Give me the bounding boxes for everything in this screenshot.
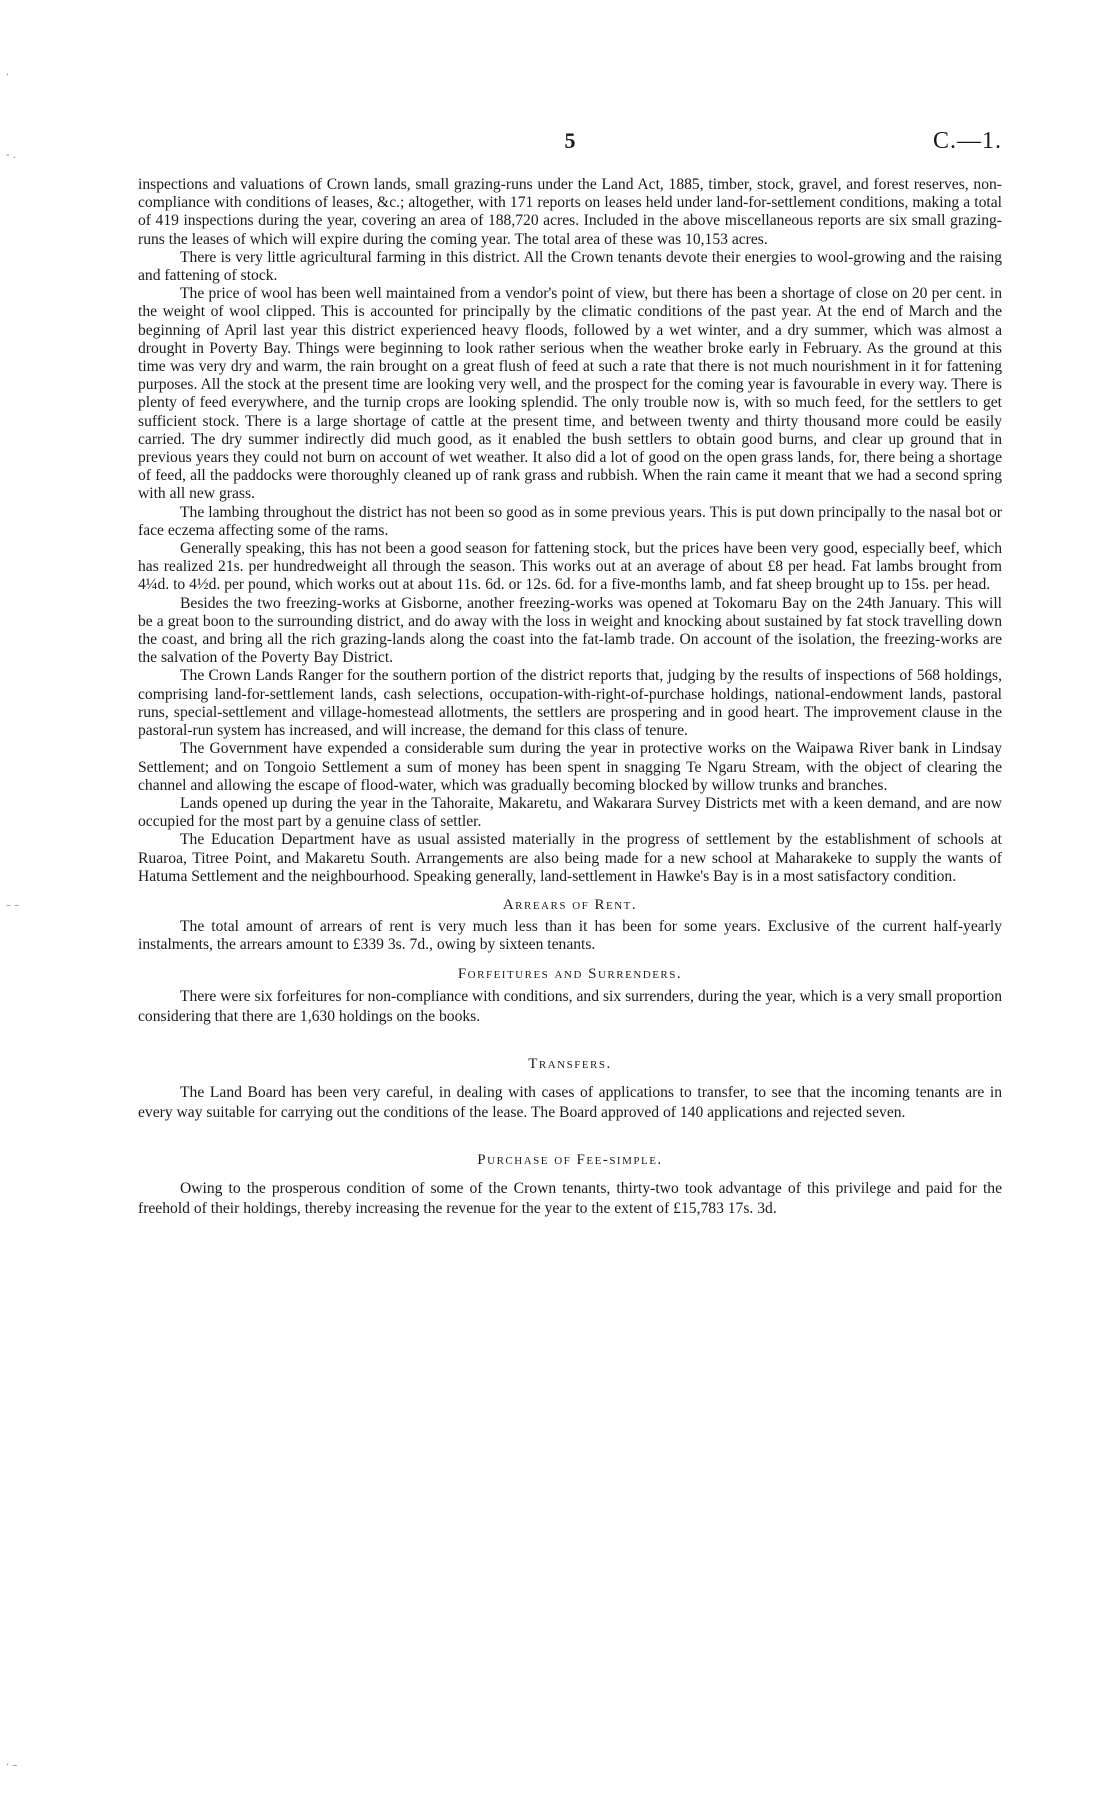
section-heading-fee-simple: Purchase of Fee-simple. xyxy=(477,1151,663,1168)
paragraph-forfeitures: There were six forfeitures for non-compliance with conditions, and six surrenders, during the year, which is a very small proportion considering that there are 1,630 holdings on the books. xyxy=(138,987,1002,1025)
paragraph: The Education Department have as usual assisted materially in the progress of settlement by the establishment of schools at Ruaroa, Titree Point, and Makaretu South. Arrangements are also being made for a new school at Maharakeke to supply the wants of Hatuma Settlement and the neighbourhood. Speaking generally, land-settlement in Hawke's Bay is in a most satisfactory condition. xyxy=(138,831,1002,885)
margin-mark: – – xyxy=(6,900,20,911)
paragraph: Lands opened up during the year in the Tahoraite, Makaretu, and Wakarara Survey Districts met with a keen demand, and are now occupied for the most part by a genuine class of settler. xyxy=(138,794,1002,831)
page-header xyxy=(138,128,1002,160)
section-heading-forfeitures: Forfeitures and Surrenders. xyxy=(457,965,683,982)
paragraph: The Government have expended a considerable sum during the year in protective works on the Waipawa River bank in Lindsay Settlement; and on Tongoio Settlement a sum of money has been spent in snagging Te Ngaru Stream, with the object of clearing the channel and allowing the escape of flood-water, which was gradually becoming blocked by willow trunks and branches. xyxy=(138,740,1002,794)
margin-mark: · – xyxy=(6,1760,18,1771)
paragraph: The price of wool has been well maintained from a vendor's point of view, but there has been a shortage of close on 20 per cent. in the weight of wool clipped. This is accounted for principally by the climatic conditions of the past year. At the end of March and the beginning of April last year this district experienced heavy floods, followed by a wet winter, and a dry summer, which was almost a drought in Poverty Bay. Things were beginning to look rather serious when the weather broke early in February. As the ground at this time was very dry and warm, the rain brought on a great flush of feed at such a rate that there is not much nourishment in it for fattening purposes. All the stock at the present time are looking very well, and the prospect for the coming year is favourable in every way. There is plenty of feed everywhere, and the turnip crops are looking splendid. The only trouble now is, with so much feed, for the settlers to get sufficient stock. There is a large shortage of cattle at the present time, and between twenty and thirty thousand more could be easily carried. The dry summer indirectly did much good, as it enabled the bush settlers to obtain good burns, and clear up ground that in previous years they could not burn on account of wet weather. It also did a lot of good on the open grass lands, for, there being a shortage of feed, all the paddocks were thoroughly cleaned up of rank grass and rubbish. When the rain came it meant that we had a second spring with all new grass. xyxy=(138,285,1002,503)
section-heading-transfers: Transfers. xyxy=(528,1055,612,1072)
paragraph: There is very little agricultural farming in this district. All the Crown tenants devote their energies to wool-growing and the raising and fattening of stock. xyxy=(138,248,1002,285)
paragraph: Besides the two freezing-works at Gisborne, another freezing-works was opened at Tokomaru Bay on the 24th January. This will be a great boon to the surrounding district, and do away with the loss in weight and knocking about sustained by fat stock travelling down the coast, and bring all the rich grazing-lands along the coast into the fat-lamb trade. On account of the isolation, the freezing-works are the salvation of the Poverty Bay District. xyxy=(138,594,1002,667)
document-reference: C.—1. xyxy=(932,128,1002,154)
page-number: 5 xyxy=(564,128,576,153)
margin-mark: · xyxy=(6,70,10,81)
paragraph-arrears: The total amount of arrears of rent is very much less than it has been for some years. Exclusive of the current half-yearly instalments, the arrears amount to £339 3s. 7d., owing by sixteen tenants. xyxy=(138,918,1002,954)
paragraph-transfers: The Land Board has been very careful, in dealing with cases of applications to transfer, to see that the incoming tenants are in every way suitable for carrying out the conditions of the lease. The Board approved of 140 applications and rejected seven. xyxy=(138,1083,1002,1121)
paragraph: The lambing throughout the district has not been so good as in some previous years. This is put down principally to the nasal bot or face eczema affecting some of the rams. xyxy=(138,503,1002,539)
paragraph: inspections and valuations of Crown lands, small grazing-runs under the Land Act, 1885, timber, stock, gravel, and forest reserves, non-compliance with conditions of leases, &c.; altogether, with 171 reports on leases held under land-for-settlement conditions, making a total of 419 inspections during the year, covering an area of 188,720 acres. Included in the above miscellaneous reports are six small grazing-runs the leases of which will expire during the coming year. The total area of these was 10,153 acres. xyxy=(138,176,1002,248)
margin-mark: - . xyxy=(6,150,16,161)
paragraph: Generally speaking, this has not been a good season for fattening stock, but the prices have been very good, especially beef, which has realized 21s. per hundredweight all through the season. This works out at an average of about £8 per head. Fat lambs brought from 4¼d. to 4½d. per pound, which works out at about 11s. 6d. or 12s. 6d. for a five-months lamb, and fat sheep brought up to 15s. per head. xyxy=(138,540,1002,594)
paragraph-fee-simple: Owing to the prosperous condition of some of the Crown tenants, thirty-two took advantage of this privilege and paid for the freehold of their holdings, thereby increasing the revenue for the year to the extent of £15,783 17s. 3d. xyxy=(138,1180,1002,1218)
body-text xyxy=(138,176,1002,1219)
paragraph: The Crown Lands Ranger for the southern portion of the district reports that, judging by the results of inspections of 568 holdings, comprising land-for-settlement lands, cash selections, occupation-with-right-of-purchase holdings, national-endowment lands, pastoral runs, special-settlement and village-homestead allotments, the settlers are prospering and in good heart. The improvement clause in the pastoral-run system has increased, and will increase, the demand for this class of tenure. xyxy=(138,667,1002,740)
section-heading-arrears: Arrears of Rent. xyxy=(502,896,638,913)
